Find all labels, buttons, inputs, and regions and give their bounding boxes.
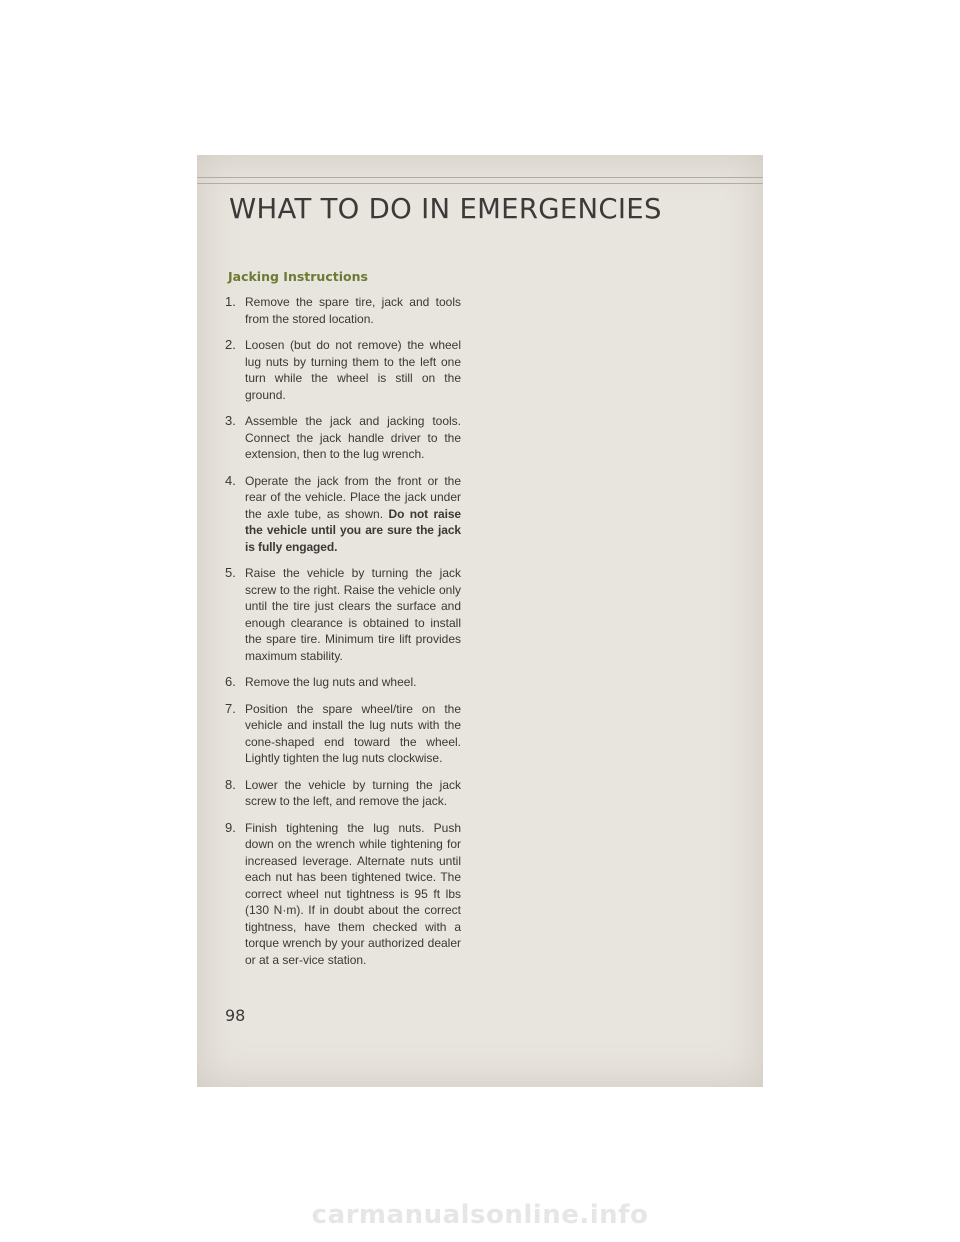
step-text: Loosen (but do not remove) the wheel lug nuts by turning them to the left one turn while the wheel is still on the ground. (245, 338, 461, 402)
manual-page (197, 155, 763, 1087)
step-9 (225, 820, 461, 969)
step-2 (225, 337, 461, 403)
step-number: 4. (225, 472, 236, 488)
step-text: Remove the lug nuts and wheel. (245, 675, 417, 689)
step-text: Position the spare wheel/tire on the vehicle and install the lug nuts with the cone-shaped end toward the wheel. Lightly tighten the lug nuts clockwise. (245, 701, 461, 765)
section-heading: Jacking Instructions (228, 269, 368, 284)
step-warning: Do not raise the vehicle until you are sure the jack is fully engaged. (245, 506, 461, 554)
step-7 (225, 701, 461, 767)
step-3 (225, 413, 461, 463)
header-rule-bottom (197, 183, 763, 184)
step-number: 3. (225, 413, 236, 428)
page-number: 98 (225, 1006, 246, 1025)
step-5 (225, 565, 461, 664)
step-text: Operate the jack from the front or the rear of the vehicle. Place the jack under the axle tube, as shown. (245, 473, 461, 521)
jacking-steps-list (225, 294, 461, 978)
step-6 (225, 674, 461, 691)
step-8 (225, 777, 461, 810)
step-text: Assemble the jack and jacking tools. Connect the jack handle driver to the extension, then to the lug wrench. (245, 414, 461, 461)
step-text: Lower the vehicle by turning the jack screw to the left, and remove the jack. (245, 777, 461, 808)
step-number: 1. (225, 294, 236, 309)
watermark-text: carmanualsonline.info (311, 1200, 649, 1230)
step-number: 9. (225, 819, 236, 835)
step-number: 8. (225, 776, 236, 792)
step-4 (225, 473, 461, 556)
step-number: 2. (225, 337, 236, 352)
step-text: Remove the spare tire, jack and tools from the stored location. (245, 295, 461, 326)
chapter-title: WHAT TO DO IN EMERGENCIES (229, 193, 662, 225)
step-text: Raise the vehicle by turning the jack screw to the right. Raise the vehicle only until the tire just clears the surface and enough clearance is obtained to install the spare tire. Minimum tire lift provides maximum stability. (245, 566, 461, 663)
step-number: 6. (225, 674, 236, 689)
step-text: Finish tightening the lug nuts. Push down on the wrench while tightening for increased leverage. Alternate nuts until each nut has been tightened twice. The correct wheel nut tightness is 95 ft lbs (130 N·m). If in doubt about the correct tightness, have them checked with a torque wrench by your authorized dealer or at a ser-vice station. (245, 820, 461, 967)
step-number: 5. (225, 565, 236, 580)
header-rule-top (197, 177, 763, 178)
step-number: 7. (225, 700, 236, 716)
step-1 (225, 294, 461, 327)
